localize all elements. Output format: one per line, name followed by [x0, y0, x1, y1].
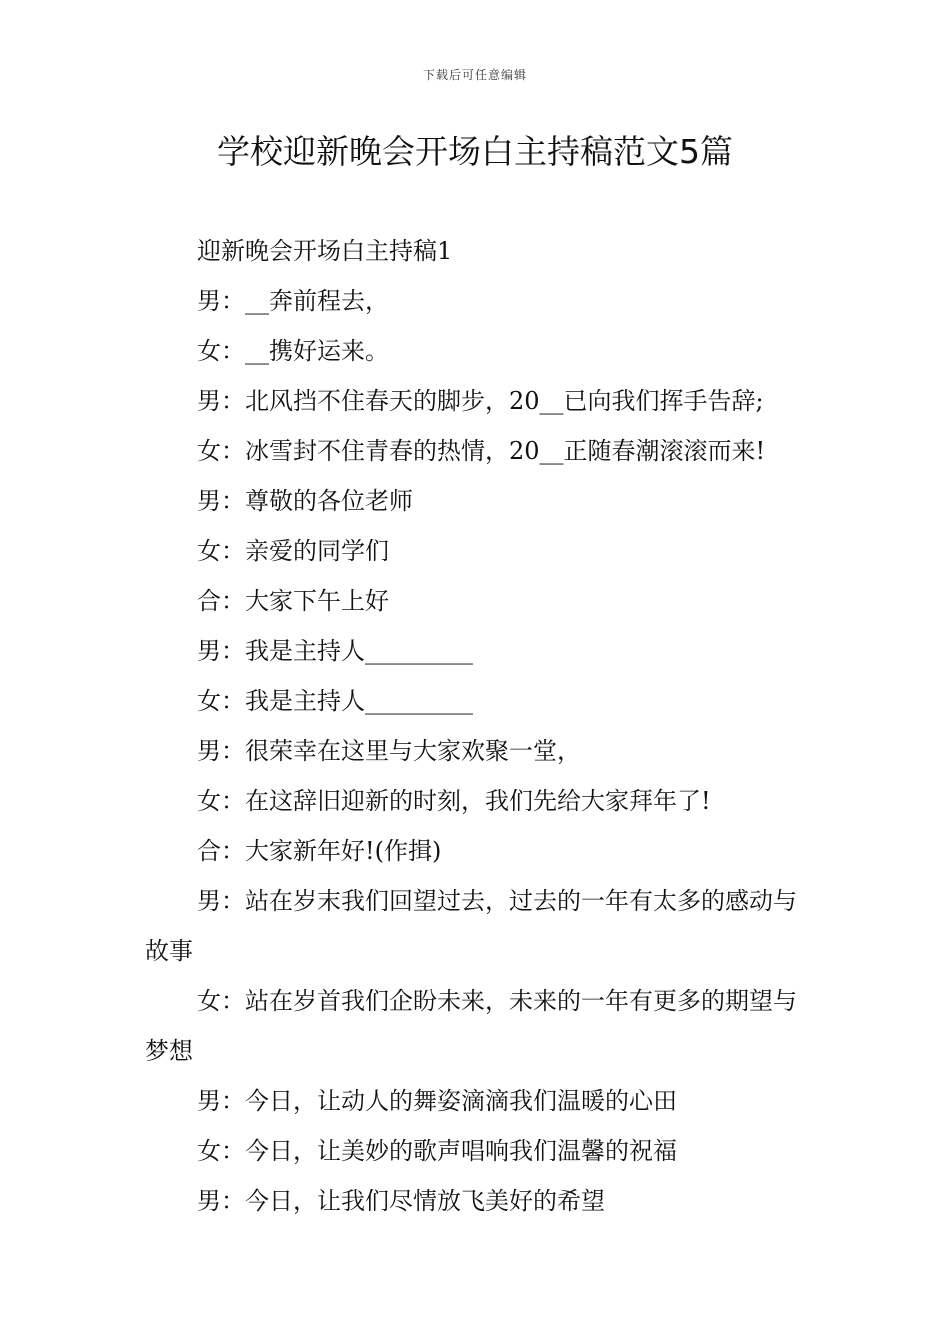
paragraph: 男：我是主持人_________: [197, 637, 473, 665]
paragraph: 男：尊敬的各位老师: [197, 487, 413, 515]
paragraph: 男：今日，让我们尽情放飞美好的希望: [197, 1187, 605, 1215]
paragraph: 女：在这辞旧迎新的时刻，我们先给大家拜年了!: [197, 787, 711, 815]
document-body: [145, 226, 810, 1226]
paragraph: 女：亲爱的同学们: [197, 537, 389, 565]
paragraph: 女：今日，让美妙的歌声唱响我们温馨的祝福: [197, 1137, 677, 1165]
paragraph: 女：冰雪封不住青春的热情，20__正随春潮滚滚而来!: [197, 437, 766, 465]
paragraph: 男：很荣幸在这里与大家欢聚一堂，: [197, 737, 581, 765]
paragraph: 女：__携好运来。: [197, 337, 389, 365]
paragraph: 男：__奔前程去，: [197, 287, 389, 315]
header-note: 下载后可任意编辑: [422, 68, 527, 82]
document-title: 学校迎新晚会开场白主持稿范文5篇: [217, 132, 733, 171]
paragraph: 合：大家新年好!(作揖): [197, 837, 442, 865]
paragraph: 女：我是主持人_________: [197, 687, 473, 715]
paragraph: 男：今日，让动人的舞姿滴滴我们温暖的心田: [197, 1087, 677, 1115]
paragraph: 女：站在岁首我们企盼未来，未来的一年有更多的期望与梦想: [145, 987, 797, 1065]
paragraph: 男：北风挡不住春天的脚步，20__已向我们挥手告辞;: [197, 387, 764, 415]
paragraph: 男：站在岁末我们回望过去，过去的一年有太多的感动与故事: [145, 887, 797, 965]
paragraph-heading: 迎新晚会开场白主持稿1: [197, 237, 453, 265]
paragraph: 合：大家下午上好: [197, 587, 389, 615]
